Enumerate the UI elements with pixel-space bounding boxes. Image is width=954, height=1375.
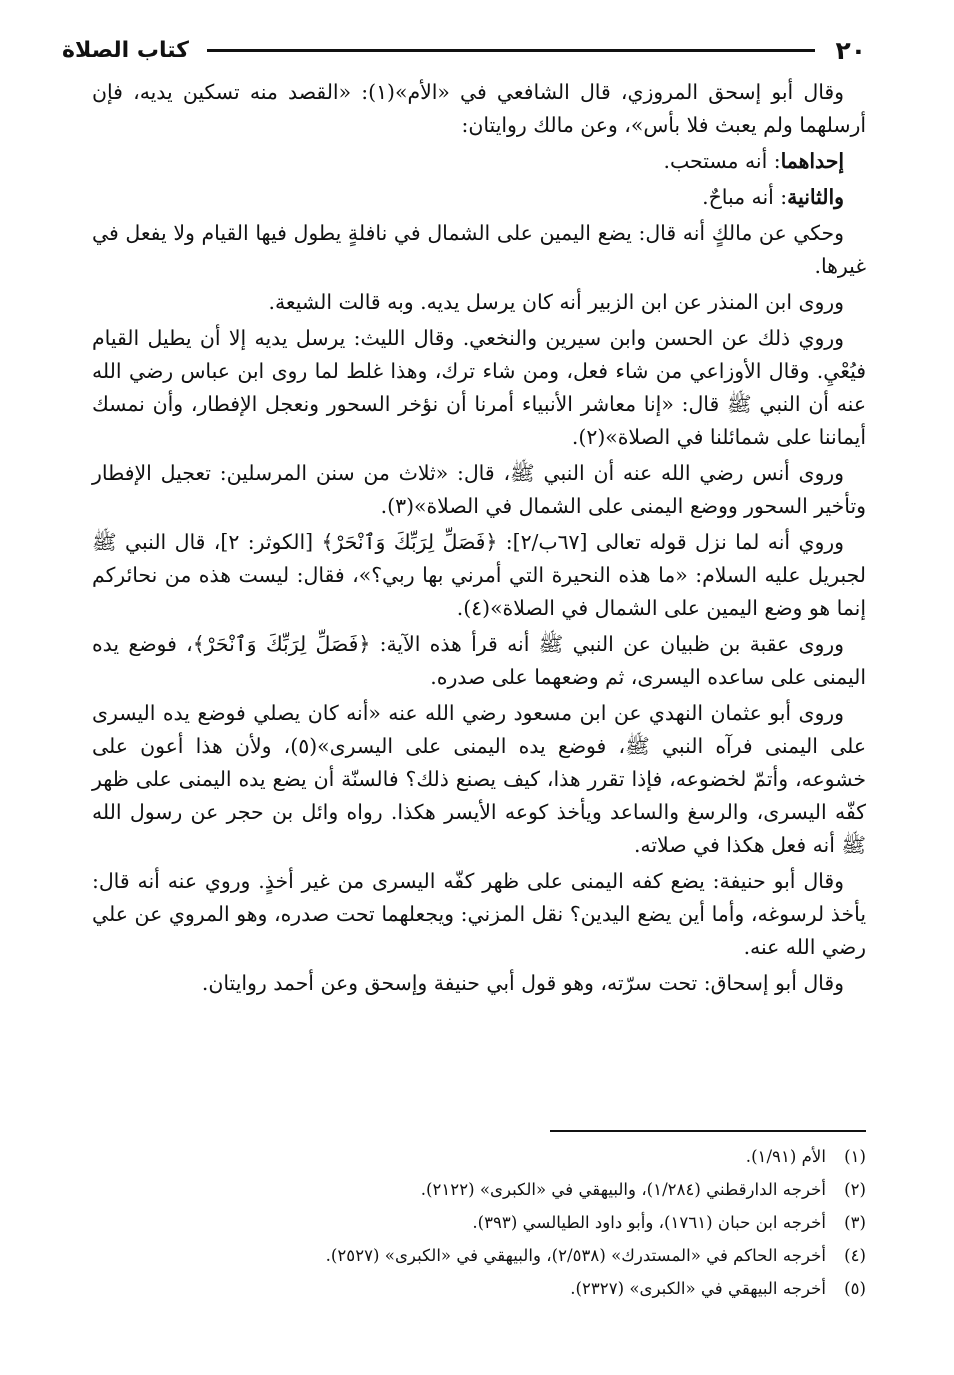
first-narration-label: إحداهما bbox=[780, 149, 844, 173]
paragraph-malik: وحكي عن مالكٍ أنه قال: يضع اليمين على الشمال في نافلةٍ يطول فيها القيام ولا يفعل في غيرها. bbox=[92, 221, 866, 278]
second-narration-label: والثانية bbox=[787, 185, 844, 209]
footnote-5 bbox=[92, 1272, 866, 1305]
footnotes bbox=[92, 1140, 866, 1305]
main-text bbox=[92, 76, 866, 1003]
book-title: كتاب الصلاة bbox=[62, 37, 189, 63]
footnote-2 bbox=[92, 1173, 866, 1206]
first-narration bbox=[92, 145, 866, 178]
paragraph-ibn-masud: وروى أبو عثمان النهدي عن ابن مسعود رضي الله عنه «أنه كان يصلي فوضع يده اليسرى على اليمنى فرآه النبي ﷺ، فوضع يده اليمنى على اليسرى»(٥)، ولأن هذا أعون على خشوعه، وأتمّ لخضوعه، فإذا تقرر هذا، كيف يصنع ذلك؟ فالسنّة أن يضع يده اليمنى على ظهر كفّه اليسرى، والرسغ والساعد ويأخذ كوعه الأيسر هكذا. رواه وائل بن حجر عن رسول الله ﷺ أنه فعل هكذا في صلاته. bbox=[92, 701, 866, 857]
footnote-text: أخرجه الحاكم في «المستدرك» (٢/٥٣٨)، والبيهقي في «الكبرى» (٢٥٢٧). bbox=[325, 1246, 826, 1265]
footnote-marker: (٥) bbox=[844, 1279, 866, 1298]
footnote-4 bbox=[92, 1239, 866, 1272]
footnote-text: الأم (١/٩١). bbox=[745, 1147, 826, 1166]
paragraph-uqba: وروى عقبة بن ظبيان عن النبي ﷺ أنه قرأ هذه الآية: ﴿فَصَلِّ لِرَبِّكَ وَٱنْحَرْ﴾، فوضع يده اليمنى على ساعده اليسرى، ثم وضعهما على صدره. bbox=[92, 632, 866, 689]
footnote-1 bbox=[92, 1140, 866, 1173]
paragraph-marwazi: وقال أبو إسحق المروزي، قال الشافعي في «الأم»(١): «القصد منه تسكين يديه، فإن أرسلهما ولم يعبث فلا بأس»، وعن مالك روايتان: bbox=[92, 80, 866, 137]
paragraph-kawthar: وروي أنه لما نزل قوله تعالى [٦٧ب/٢]: ﴿فَصَلِّ لِرَبِّكَ وَٱنْحَرْ﴾ [الكوثر: ٢]، قال النبي ﷺ لجبريل عليه السلام: «ما هذه النحيرة التي أمرني بها ربي؟»، فقال: ليست هذه من نحائركم إنما هو وضع اليمين على الشمال في الصلاة»(٤). bbox=[92, 530, 866, 620]
second-narration bbox=[92, 181, 866, 214]
first-narration-text: : أنه مستحب. bbox=[663, 149, 781, 173]
second-narration-text: : أنه مباحٌ. bbox=[702, 185, 788, 209]
paragraph-ibn-mundhir: وروى ابن المنذر عن ابن الزبير أنه كان يرسل يديه. وبه قالت الشيعة. bbox=[268, 290, 844, 314]
footnote-marker: (٤) bbox=[844, 1246, 866, 1265]
footnote-3 bbox=[92, 1206, 866, 1239]
footnote-separator bbox=[550, 1130, 866, 1132]
paragraph-abu-ishaq: وقال أبو إسحاق: تحت سرّته، وهو قول أبي حنيفة وإسحق وعن أحمد روايتان. bbox=[201, 971, 844, 995]
paragraph-anas: وروى أنس رضي الله عنه أن النبي ﷺ، قال: «ثلاث من سنن المرسلين: تعجيل الإفطار وتأخير السحور ووضع اليمنى على الشمال في الصلاة»(٣). bbox=[92, 461, 866, 518]
footnote-marker: (٣) bbox=[844, 1213, 866, 1232]
footnote-marker: (١) bbox=[844, 1147, 866, 1166]
running-header bbox=[62, 30, 866, 70]
paragraph-hasan: وروي ذلك عن الحسن وابن سيرين والنخعي. وقال الليث: يرسل يديه إلا أن يطيل القيام فيُعْيِ. وقال الأوزاعي من شاء فعل، ومن شاء ترك، وهذا غلط لما روى ابن عباس رضي الله عنه أن النبي ﷺ قال: «إنا معاشر الأنبياء أمرنا أن نؤخر السحور ونعجل الإفطار، وأن نمسك أيماننا على شمائلنا في الصلاة»(٢). bbox=[92, 326, 866, 449]
footnote-text: أخرجه الدارقطني (١/٢٨٤)، والبيهقي في «الكبرى» (٢١٢٢). bbox=[420, 1180, 826, 1199]
paragraph-abu-hanifa: وقال أبو حنيفة: يضع كفه اليمنى على ظهر كفّه اليسرى من غير أخذٍ. وروي عنه أنه قال: يأخذ لرسوغه، وأما أين يضع اليدين؟ نقل المزني: ويجعلهما تحت صدره، وهو المروي عن علي رضي الله عنه. bbox=[92, 869, 866, 959]
footnote-marker: (٢) bbox=[844, 1180, 866, 1199]
page-number: ٢٠ bbox=[835, 35, 866, 65]
footnote-text: أخرجه البيهقي في «الكبرى» (٢٣٢٧). bbox=[570, 1279, 826, 1298]
footnote-text: أخرجه ابن حبان (١٧٦١)، وأبو داود الطيالسي (٣٩٣). bbox=[472, 1213, 826, 1232]
header-rule bbox=[207, 49, 815, 52]
